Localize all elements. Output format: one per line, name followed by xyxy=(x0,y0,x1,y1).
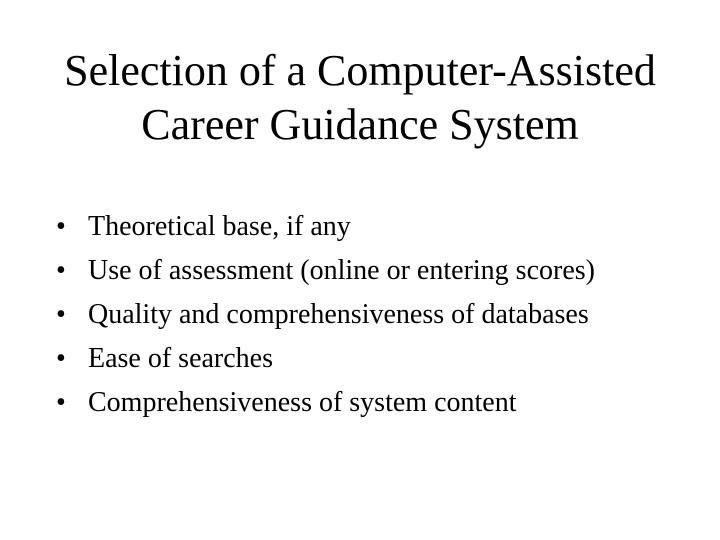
slide-title-line-1: Selection of a Computer-Assisted xyxy=(64,46,656,95)
bullet-item-ease-of-searches xyxy=(56,340,696,377)
slide-title xyxy=(36,44,684,152)
bullet-icon: • xyxy=(56,343,66,374)
slide-title-line-2: Career Guidance System xyxy=(141,100,579,149)
bullet-icon: • xyxy=(56,211,66,242)
bullet-text: Theoretical base, if any xyxy=(88,211,351,242)
bullet-icon: • xyxy=(56,299,66,330)
bullet-item-theoretical-base xyxy=(56,208,696,245)
bullet-text: Quality and comprehensiveness of databases xyxy=(88,299,589,330)
bullet-text: Comprehensiveness of system content xyxy=(88,387,517,418)
bullet-item-system-content xyxy=(56,384,696,421)
bullet-text: Ease of searches xyxy=(88,343,274,374)
bullet-list xyxy=(56,208,696,428)
bullet-item-use-of-assessment xyxy=(56,252,696,289)
bullet-text: Use of assessment (online or entering scores) xyxy=(88,255,595,286)
bullet-icon: • xyxy=(56,255,66,286)
bullet-icon: • xyxy=(56,387,66,418)
bullet-item-quality-databases xyxy=(56,296,696,333)
